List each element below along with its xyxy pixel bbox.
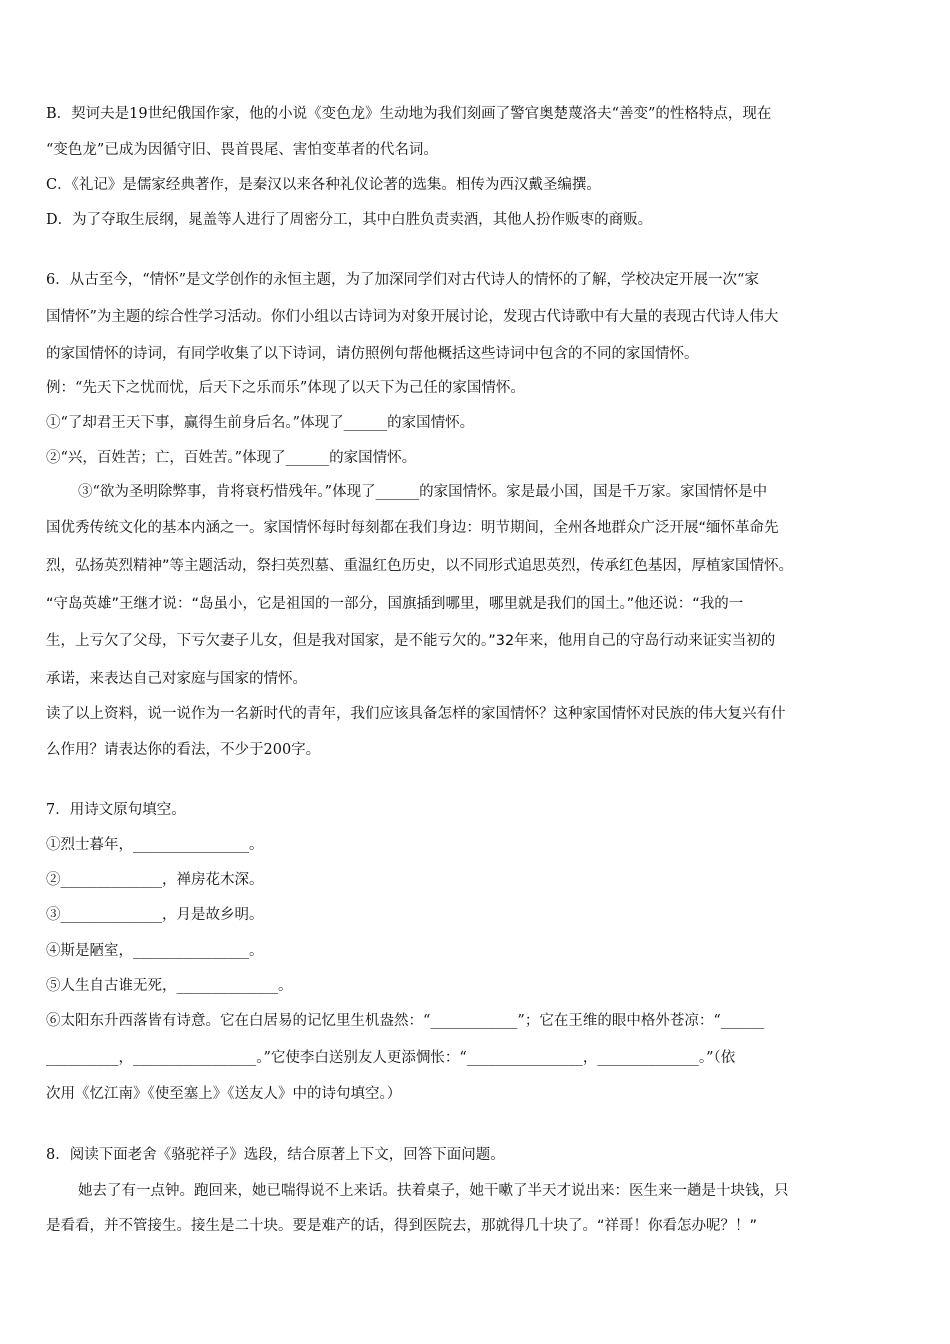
question-6-item-3: ③“欲为圣明除弊事，肯将衰朽惜残年。”体现了______的家国情怀。家是最小国，国是千万家。家国情怀是中 xyxy=(78,484,768,500)
question-7-item-1: ①烈士暮年，________________。 xyxy=(46,837,264,853)
question-6-task-line-1: 读了以上资料，说一说作为一名新时代的青年，我们应该具备怎样的家国情怀？这种家国情怀对民族的伟大复兴有什 xyxy=(46,706,786,722)
question-7-title: 7．用诗文原句填空。 xyxy=(46,802,186,818)
question-7-item-6-line-3: 次用《忆江南》《使至塞上》《送友人》中的诗句填空。） xyxy=(46,1086,402,1102)
option-d: D．为了夺取生辰纲，晁盖等人进行了周密分工，其中白胜负责卖酒，其他人扮作贩枣的商贩。 xyxy=(46,212,653,228)
question-7-item-5: ⑤人生自古谁无死，______________。 xyxy=(46,978,293,994)
question-6-item-1: ①“了却君王天下事，赢得生前身后名。”体现了______的家国情怀。 xyxy=(46,415,475,431)
question-6-example: 例：“先天下之忧而忧，后天下之乐而乐”体现了以天下为己任的家国情怀。 xyxy=(46,380,525,396)
question-7-item-6-line-2: __________，_________________。”它使李白送别友人更添惆怅：“________________，______________。”（依 xyxy=(46,1050,736,1066)
question-6-passage-line-2: 国优秀传统文化的基本内涵之一。家国情怀每时每刻都在我们身边：明节期间，全州各地群众广泛开展“缅怀革命先 xyxy=(46,520,779,536)
option-c: C．《礼记》是儒家经典著作，是秦汉以来各种礼仪论著的选集。相传为西汉戴圣编撰。 xyxy=(46,177,601,193)
question-6-item-2: ②“兴，百姓苦；亡，百姓苦。”体现了______的家国情怀。 xyxy=(46,450,417,466)
question-7-item-4: ④斯是陋室，________________。 xyxy=(46,943,264,959)
question-8-title: 8．阅读下面老舍《骆驼祥子》选段，结合原著上下文，回答下面问题。 xyxy=(46,1147,505,1163)
question-8-passage-line-2: 是看看，并不管接生。接生是二十块。要是难产的话，得到医院去，那就得几十块了。“祥哥！你看怎办呢？！” xyxy=(46,1218,758,1234)
question-6-passage-line-6: 承诺，来表达自己对家庭与国家的情怀。 xyxy=(46,671,307,687)
question-6-passage-line-5: 生，上亏欠了父母，下亏欠妻子儿女，但是我对国家，是不能亏欠的。”32年来，他用自己的守岛行动来证实当初的 xyxy=(46,633,776,649)
option-b-continued: “变色龙”已成为因循守旧、畏首畏尾、害怕变革者的代名词。 xyxy=(46,142,438,158)
question-6-passage-line-4: “守岛英雄”王继才说：“岛虽小，它是祖国的一部分，国旗插到哪里，哪里就是我们的国土。”他还说：“我的一 xyxy=(46,596,744,612)
question-6-line-2: 国情怀”为主题的综合性学习活动。你们小组以古诗词为对象开展讨论，发现古代诗歌中有大量的表现古代诗人伟大 xyxy=(46,309,779,325)
question-6-passage-line-3: 烈，弘扬英烈精神”等主题活动，祭扫英烈墓、重温红色历史，以不同形式追思英烈，传承红色基因，厚植家国情怀。 xyxy=(46,558,794,574)
question-6-line-3: 的家国情怀的诗词，有同学收集了以下诗词，请仿照例句帮他概括这些诗词中包含的不同的家国情怀。 xyxy=(46,346,699,362)
question-7-item-3: ③______________，月是故乡明。 xyxy=(46,907,264,923)
question-7-item-2: ②______________，禅房花木深。 xyxy=(46,872,264,888)
question-7-item-6-line-1: ⑥太阳东升西落皆有诗意。它在白居易的记忆里生机盎然：“____________”；它在王维的眼中格外苍凉：“______ xyxy=(46,1013,765,1029)
question-6-task-line-2: 么作用？请表达你的看法，不少于200字。 xyxy=(46,742,321,758)
option-b: B．契诃夫是19世纪俄国作家，他的小说《变色龙》生动地为我们刻画了警官奥楚蔑洛夫“善变”的性格特点，现在 xyxy=(46,106,772,122)
question-8-passage-line-1: 她去了有一点钟。跑回来，她已喘得说不上来话。扶着桌子，她干嗽了半天才说出来：医生来一趟是十块钱，只 xyxy=(78,1183,789,1199)
question-6-line-1: 6．从古至今，“情怀”是文学创作的永恒主题，为了加深同学们对古代诗人的情怀的了解，学校决定开展一次“家 xyxy=(46,272,759,288)
